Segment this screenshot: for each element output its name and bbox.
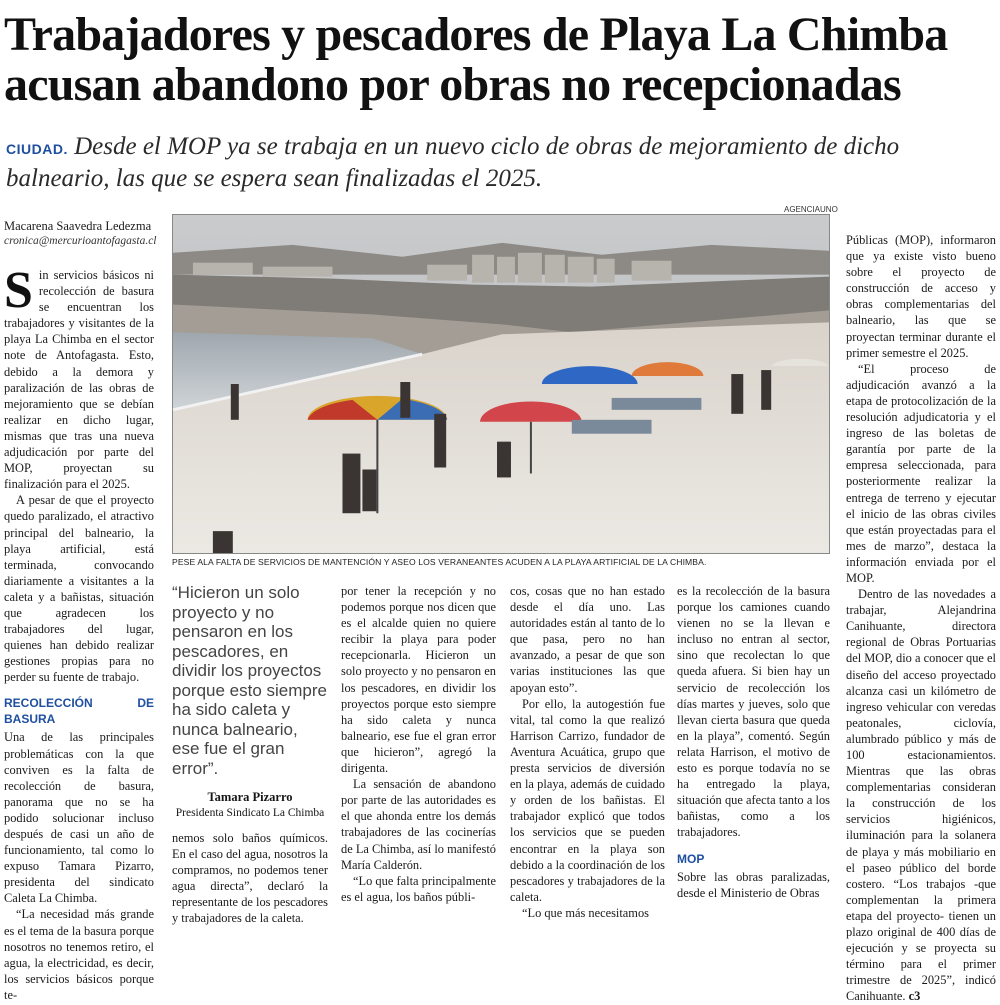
body-paragraph: Públicas (MOP), informaron que ya existe visto bueno sobre el proyecto de construcción de acceso y obras complementarias del balneario, las que se proyectan terminar durante el primer semestre el 2025. — [846, 233, 996, 360]
headline-line-1: Trabajadores y pescadores de Playa La Chimba — [4, 8, 948, 61]
pull-quote: “Hicieron un solo proyecto y no pensaron en los pescadores, en dividir los proyectos porque esto siempre ha sido caleta y nunca balneario, ese fue el gran error”. — [172, 583, 327, 778]
beach-photo — [172, 214, 830, 554]
body-paragraph: “Lo que más necesitamos — [522, 905, 649, 920]
body-paragraph: La sensación de abandono por parte de las autoridades es el que ahonda entre los demás trabajadores de las cocinerías de La Chimba, así lo manifestó María Calderón. — [341, 777, 496, 872]
body-paragraph: Dentro de las novedades a trabajar, Alejandrina Canihuante, directora regional de Obras Portuarias del MOP, dio a conocer que el diseño del acceso proyectado alcanza casi un kilómetro de ingreso vehicular con veredas peatonales, ciclovía, alumbrado público y más de 100 estacionamientos. Mientras que las obras complementarias consideran la construcción de los servicios higiénicos, iluminación para la solanera de playa y más mobiliario en el paseo público del borde costero. “Los trabajos -que complementan la primera etapa del proyecto- tienen un plazo original de 400 días de ejecución y se proyecta su término para el primer trimestre de 2025”, indicó Canihuante. c3 — [846, 587, 996, 1004]
pull-quote-name: Tamara Pizarro — [207, 790, 293, 804]
body-paragraph: Una de las principales problemáticas con la que conviven es la falta de recolección de basura, panorama que no se ha podido solucionar incluso después de casi un año de funcionamiento, tal como lo expuso Tamara Pizarro, presidenta del sindicato Caleta La Chimba. — [4, 730, 154, 906]
headline — [4, 10, 996, 110]
subhead-recoleccion: RECOLECCIÓN DE BASURA — [4, 696, 154, 727]
body-paragraph: por tener la recepción y no podemos porque nos dicen que es el alcalde quien no quiere recibir la playa para poder recepcionarla. Hicieron un solo proyecto y no pensaron en los pescadores, en dividir los proyectos porque esto siempre ha sido caleta y nunca balneario, ese fue el gran error que hicieron”, agregó la dirigenta. — [341, 584, 496, 776]
body-paragraph: es la recolección de la basura porque los camiones cuando vienen no se la llevan e incluso no entran al sector, sino que recolectan lo que queda afuera. Si bien hay un servicio de recolección los días martes y jueves, solo que llevan cierta basura que queda en la playa”, comentó. Según relata Harrison, el motivo de esto es porque todavía no se ha entregado la playa, situación que afecta tanto a los bañistas, como a los trabajadores. — [677, 584, 830, 840]
drop-cap: S — [4, 262, 33, 319]
pull-quote-role: Presidenta Sindicato La Chimba — [175, 807, 325, 819]
column-2 — [172, 830, 328, 927]
body-paragraph: “Lo que falta principalmente es el agua, los baños públi- — [341, 873, 496, 904]
end-mark: c3 — [908, 989, 921, 1004]
deck-text: Desde el MOP ya se trabaja en un nuevo ciclo de obras de mejoramiento de dicho balneario, las que se espera sean finalizadas el 2025. — [6, 133, 900, 192]
column-1 — [4, 218, 157, 1003]
column-3 — [341, 583, 496, 905]
body-paragraph: Por ello, la autogestión fue vital, tal como la que realizó Harrison Carrizo, fundador de Aventura Acuática, grupo que presta servicios de diversión en la playa, además de cuidado y orden de los bañistas. El trabajador explicó que todos los servicios que se pueden encontrar en la playa son debido a la coordinación de los pescadores y trabajadores de la caleta. — [510, 696, 665, 904]
body-paragraph: Sin servicios básicos ni recolección de basura se encuentran los trabajadores y visitantes de la playa La Chimba en el sector note de Antofagasta. Esto, debido a la demora y paralización de las obras de mejoramiento que se debían realizar en dicho lugar, mismas que tras una nueva adjudicación por parte del MOP, proyectan su finalización para el 2025. — [4, 262, 154, 492]
deck — [6, 132, 996, 193]
body-paragraph: nemos solo baños químicos. En el caso del agua, nosotros la compramos, no podemos tener agua directa”, declaró la representante de los pescadores y trabajadores de la caleta. — [172, 831, 328, 926]
body-paragraph: “El proceso de adjudicación avanzó a la etapa de protocolización de la resolución adjudicatoria y el ingreso de las boletas de garantía por parte de la empresa seleccionada, para posteriormente realizar la entrega de terreno y ejecutar el inicio de las obras civiles que están proyectadas para el mes de marzo”, destaca la información enviada por el MOP. — [846, 361, 996, 585]
byline-email: cronica@mercurioantofagasta.cl — [4, 235, 157, 247]
body-paragraph: A pesar de que el proyecto quedo paralizado, el atractivo principal del balneario, la playa artificial, está terminada, convocando diariamente a visitantes a la caleta y a bañistas, situación que agradecen los trabajadores del lugar, quienes han debido realizar gestiones propias para no perder su fuente de trabajo. — [4, 493, 154, 685]
column-6 — [846, 232, 996, 1005]
photo-credit: AGENCIAUNO — [784, 205, 838, 214]
column-4 — [510, 583, 665, 921]
body-paragraph: cos, cosas que no han estado desde el día uno. Las autoridades están al tanto de lo que pasa, pero no han avanzado, a pesar de que son varias instituciones las que apoyan esto”. — [510, 584, 665, 695]
subhead-mop: MOP — [677, 851, 705, 866]
body-paragraph: “La necesidad más grande es el tema de la basura porque nosotros no tenemos retiro, el agua, la electricidad, es decir, los servicios básicos porque te- — [4, 907, 154, 1002]
photo-caption: PESE ALA FALTA DE SERVICIOS DE MANTENCIÓN Y ASEO LOS VERANEANTES ACUDEN A LA PLAYA ARTIFICIAL DE LA CHIMBA. — [172, 557, 707, 567]
column-5 — [677, 583, 830, 901]
section-tag: CIUDAD. — [6, 141, 68, 157]
byline-name: Macarena Saavedra Ledezma — [4, 219, 152, 233]
body-paragraph: Sobre las obras paralizadas, desde el Ministerio de Obras — [677, 869, 830, 900]
headline-line-2: acusan abandono por obras no recepcionadas — [4, 58, 901, 111]
